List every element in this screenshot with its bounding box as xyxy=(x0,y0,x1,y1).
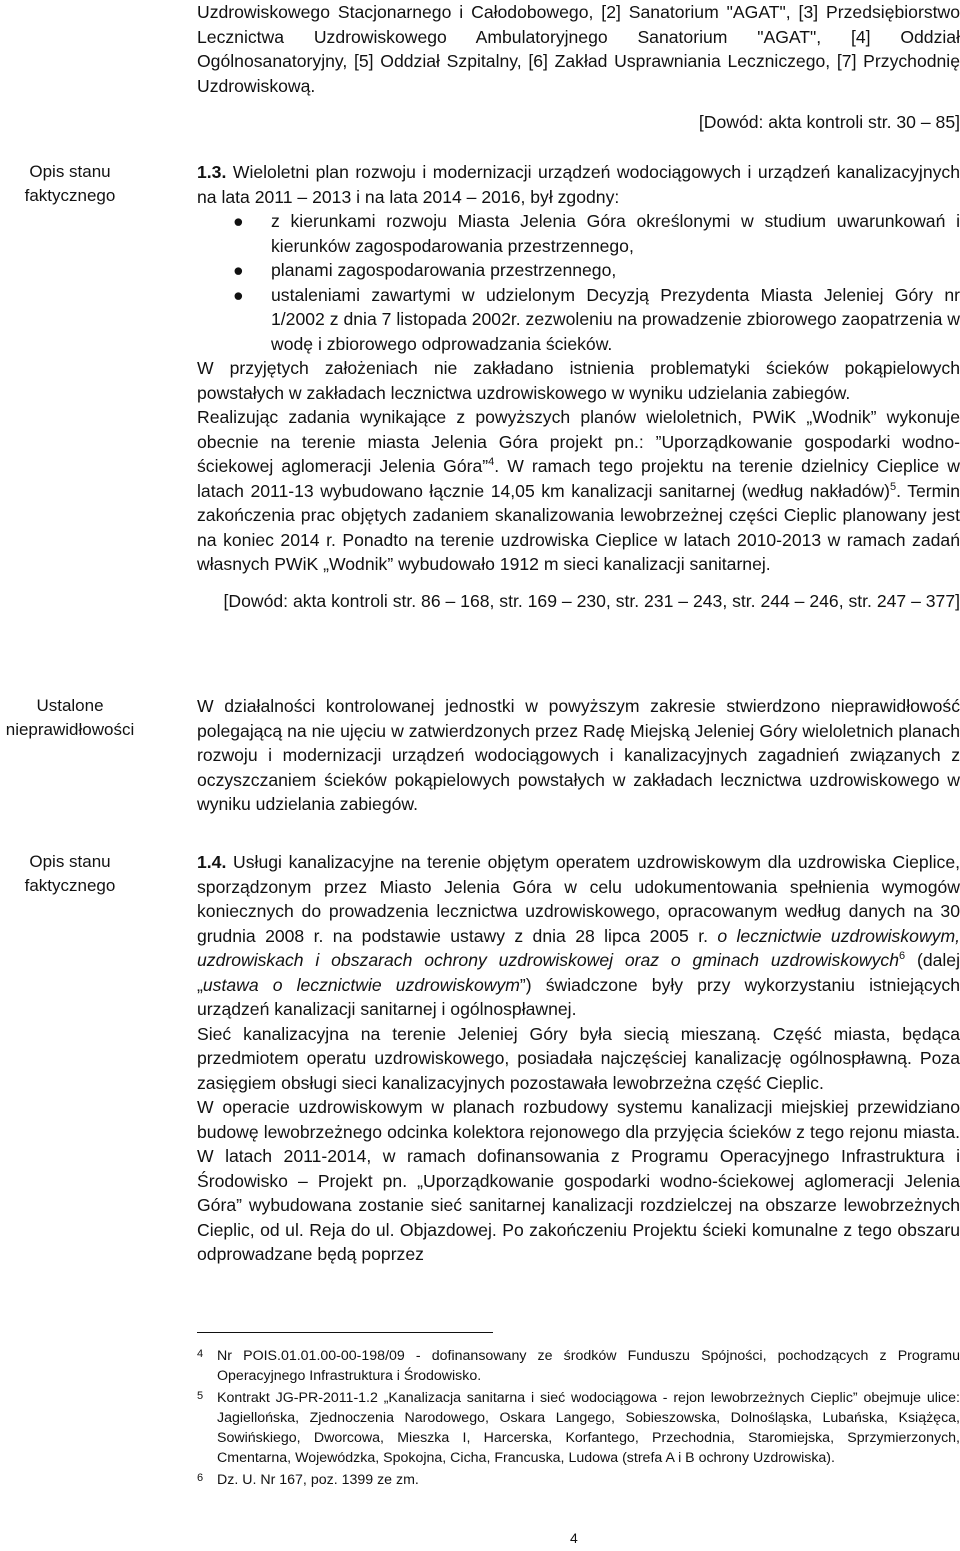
paragraph: Sieć kanalizacyjna na terenie Jeleniej Góry była siecią mieszaną. Część miasta, będąca przedmiotem operatu uzdrowiskowego, posiadała najczęściej kanalizację ogólnospławną. Poza zasięgiem obsługi sieci kanalizacyjnych pozostawała lewobrzeżna część Cieplic. xyxy=(197,1023,960,1093)
bullet-icon: ● xyxy=(233,211,244,231)
paragraph: W przyjętych założeniach nie zakładano istnienia problematyki ścieków pokąpielowych powstałych w zakładach lecznictwa uzdrowiskowego w wyniku udzielania zabiegów. xyxy=(197,358,960,403)
irregularity-text: W działalności kontrolowanej jednostki w powyższym zakresie stwierdzono nieprawidłowość polegającą na nie ujęciu w zatwierdzonych przez Radę Miejską Jeleniej Góry wieloletnich planach rozwoju i modernizacji urządzeń wodociągowych i kanalizacyjnych zagadnień związanych z oczyszczaniem ścieków pokąpielowych powstałych w zakładach lecznictwa uzdrowiskowego w wyniku udzielania zabiegów. xyxy=(197,696,960,814)
top-evidence: [Dowód: akta kontroli str. 30 – 85] xyxy=(698,112,960,132)
bullet-list xyxy=(197,209,960,356)
margin-label-state-2: Opis stanu faktycznego xyxy=(24,852,116,895)
bullet-icon: ● xyxy=(233,284,244,305)
footnote: 6 Dz. U. Nr 167, poz. 1399 ze zm. xyxy=(197,1472,419,1488)
evidence: [Dowód: akta kontroli str. 86 – 168, str. 169 – 230, str. 231 – 243, str. 244 – 246, str. 247 – 377] xyxy=(223,590,960,611)
section-1-4 xyxy=(197,850,960,1267)
section-number: 1.3. xyxy=(197,162,227,182)
list-item: ● planami zagospodarowania przestrzennego, xyxy=(197,258,960,283)
list-item: ● z kierunkami rozwoju Miasta Jelenia Góra określonymi w studium uwarunkowań i kierunków zagospodarowania przestrzennego, xyxy=(233,211,960,256)
irregularity-section xyxy=(197,694,960,817)
footnote-ref: 5 xyxy=(890,480,897,493)
top-paragraph: Uzdrowiskowego Stacjonarnego i Całodobowego, [2] Sanatorium "AGAT", [3] Przedsiębiorstwo Lecznictwa Uzdrowiskowego Ambulatoryjnego Sanatorium "AGAT", [4] Oddział Ogólnosanatoryjny, [5] Oddział Szpitalny, [6] Zakład Usprawniania Leczniczego, [7] Przychodnię Uzdrowiskową. xyxy=(197,2,960,96)
margin-label-state: Opis stanu faktycznego xyxy=(24,162,116,205)
section-1-3-intro xyxy=(197,160,960,209)
intro-text: Wieloletni plan rozwoju i modernizacji urządzeń wodociągowych i urządzeń kanalizacyjnych na lata 2011 – 2013 i na lata 2014 – 2016, był zgodny: xyxy=(197,162,960,207)
footnote-divider xyxy=(197,1332,493,1333)
footnote: 4 Nr POIS.01.01.00-00-198/09 - dofinansowany ze środków Funduszu Spójności, pochodzących z Programu Operacyjnego Infrastruktura i Środowisko. xyxy=(197,1348,960,1384)
top-section xyxy=(197,0,960,135)
section-1-3 xyxy=(197,160,960,613)
bullet-icon: ● xyxy=(233,260,244,280)
footnote-ref: 4 xyxy=(488,456,495,469)
footnote: 5 Kontrakt JG-PR-2011-1.2 „Kanalizacja sanitarna i sieć wodociągowa - rejon lewobrzeżnych Cieplic” obejmuje ulice: Jagiellońska, Zjednoczenia Narodowego, Oskara Langego, Sobieszowska, Dolnośląska, Lubańska, Książęca, Sowińskiego, Dworcowa, Mieszka I, Harcerska, Korfantego, Przechodnia, Staromiejska, Sprzymierzonych, Cmentarna, Wojewódzka, Spokojna, Cicha, Francuska, Ludowa (strefa A i B ochrony Uzdrowiska). xyxy=(197,1390,960,1466)
paragraph: 1.4. Usługi kanalizacyjne na terenie objętym operatem uzdrowiskowym dla uzdrowiska Cieplice, sporządzonym przez Miasto Jelenia Góra w celu udokumentowania spełnienia wymogów koniecznych do prowadzenia lecznictwa uzdrowiskowego, opracowanym według danych na 30 grudnia 2008 r. na podstawie ustawy z dnia 28 lipca 2005 r. o lecznictwie uzdrowiskowym, uzdrowiskach i obszarach ochrony uzdrowiskowej oraz o gminach uzdrowiskowych$^6$ (dalej „ustawa o lecznictwie uzdrowiskowym”) świadczone były przy wykorzystaniu istniejących urządzeń kanalizacji sanitarnej i ogólnospławnej. xyxy=(197,852,960,1019)
margin-label-irregularities: Ustalone nieprawidłowości xyxy=(5,696,135,739)
paragraph: W operacie uzdrowiskowym w planach rozbudowy systemu kanalizacji miejskiej przewidziano budowę lewobrzeżnego odcinka kolektora rejonowego dla przyjęcia ścieków z tego rejonu miasta. W latach 2011-2014, w ramach dofinansowania z Programu Operacyjnego Infrastruktura i Środowisko – Projekt pn. „Uporządkowanie gospodarki wodno-ściekowej aglomeracji Jelenia Góra” wybudowana zostanie sieć sanitarnej kanalizacji rozdzielczej na obszarze lewobrzeżnych Cieplic, od ul. Reja do ul. Objazdowej. Po zakończeniu Projektu ścieki komunalne z tego obszaru odprowadzane będą poprzez xyxy=(197,1097,960,1264)
section-number: 1.4. xyxy=(197,852,227,872)
list-item: ● ustaleniami zawartymi w udzielonym Decyzją Prezydenta Miasta Jeleniej Góry nr 1/2002 z dnia 7 listopada 2002r. zezwoleniu na prowadzenie zbiorowego zaopatrzenia w wodę i zbiorowego odprowadzania ścieków. xyxy=(233,284,960,354)
footnotes xyxy=(197,1346,960,1492)
footnote-ref: 6 xyxy=(899,950,906,963)
paragraph: Realizując zadania wynikające z powyższych planów wieloletnich, PWiK „Wodnik” wykonuje obecnie na terenie miasta Jelenia Góra projekt pn.: ”Uporządkowanie gospodarki wodno-ściekowej aglomeracji Jelenia Góra”$^4$. W ramach tego projektu na terenie dzielnicy Cieplice w latach 2011-13 wybudowano łącznie 14,05 km kanalizacji sanitarnej (według nakładów)$^5$. Termin zakończenia prac objętych zadaniem skanalizowania lewobrzeżnej części Cieplic planowany jest na koniec 2014 r. Ponadto na terenie uzdrowiska Cieplice w latach 2010-2013 w ramach zadań własnych PWiK „Wodnik” wybudowało 1912 m sieci kanalizacji sanitarnej. xyxy=(197,407,960,574)
page-number: 4 xyxy=(570,1530,578,1546)
